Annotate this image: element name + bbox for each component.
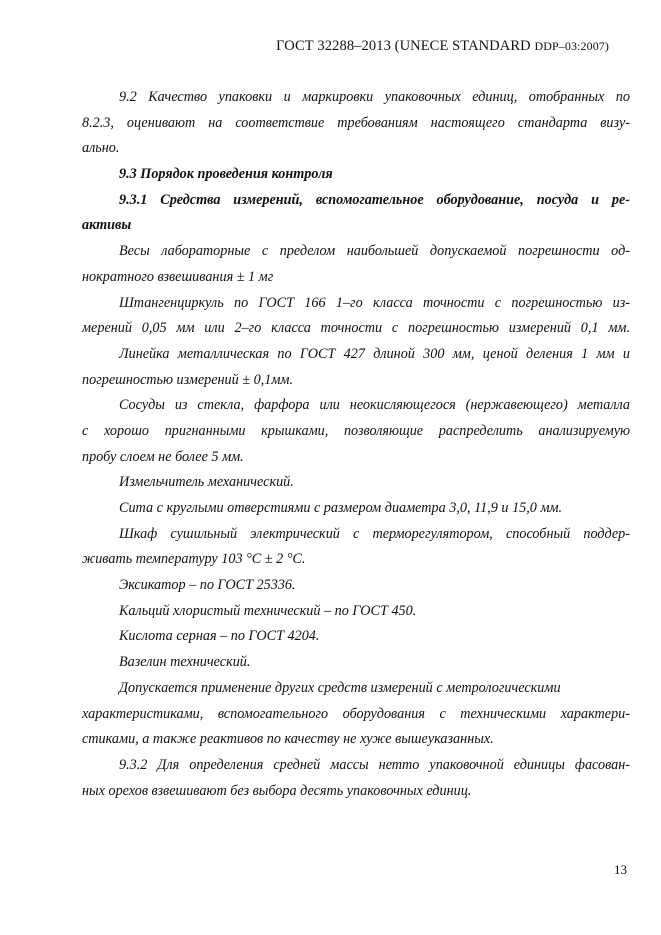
text-line: с хорошо пригнанными крышками, позволяющие распределить анализируемую xyxy=(82,422,630,439)
text-line: ных орехов взвешивают без выбора десять упаковочных единиц. xyxy=(82,782,472,799)
text-line: мерений 0,05 мм или 2–го класса точности с погрешностью измерений 0,1 мм. xyxy=(82,320,630,337)
document-body xyxy=(82,85,630,804)
text-line: живать температуру 103 °С ± 2 °С. xyxy=(82,551,306,568)
text-line: Кальций хлористый технический – по ГОСТ 450. xyxy=(119,602,417,619)
header-title: ГОСТ 32288–2013 (UNECE STANDARD xyxy=(276,38,535,54)
text-line: Весы лабораторные с пределом наибольшей допускаемой погрешности од- xyxy=(119,243,630,260)
text-line: Допускается применение других средств измерений с метрологическими xyxy=(119,679,561,696)
text-line: 9.3.2 Для определения средней массы нетто упаковочной единицы фасован- xyxy=(119,756,630,773)
text-line: Вазелин технический. xyxy=(119,654,251,671)
text-line: нократного взвешивания ± 1 мг xyxy=(82,268,274,285)
text-line: 8.2.3, оценивают на соответствие требованиям настоящего стандарта визу- xyxy=(82,114,630,131)
text-line: Шкаф сушильный электрический с терморегулятором, способный поддер- xyxy=(119,525,630,542)
text-line: Кислота серная – по ГОСТ 4204. xyxy=(119,628,320,645)
text-line: стиками, а также реактивов по качеству не хуже вышеуказанных. xyxy=(82,731,494,748)
text-line: Эксикатор – по ГОСТ 25336. xyxy=(119,577,296,594)
text-line: Сосуды из стекла, фарфора или неокисляющегося (нержавеющего) металла xyxy=(119,397,630,414)
section-heading-line: 9.3 Порядок проведения контроля xyxy=(119,166,333,183)
text-line: погрешностью измерений ± 0,1мм. xyxy=(82,371,294,388)
text-line: Штангенциркуль по ГОСТ 166 1–го класса точности с погрешностью из- xyxy=(119,294,630,311)
section-heading-line: активы xyxy=(82,217,132,234)
header-code: DDP–03:2007) xyxy=(534,39,609,53)
text-line: Линейка металлическая по ГОСТ 427 длиной 300 мм, ценой деления 1 мм и xyxy=(119,345,630,362)
text-line: Измельчитель механический. xyxy=(119,474,294,491)
text-line: пробу слоем не более 5 мм. xyxy=(82,448,244,465)
running-header xyxy=(276,38,609,55)
page-number: 13 xyxy=(614,862,627,877)
text-line: ально. xyxy=(82,140,120,157)
text-line: Сита с круглыми отверстиями с размером диаметра 3,0, 11,9 и 15,0 мм. xyxy=(119,500,563,516)
section-heading-line: 9.3.1 Средства измерений, вспомогательное оборудование, посуда и ре- xyxy=(119,191,630,208)
text-line: 9.2 Качество упаковки и маркировки упаковочных единиц, отобранных по xyxy=(119,89,630,105)
text-line: характеристиками, вспомогательного оборудования с техническими характери- xyxy=(82,705,630,722)
